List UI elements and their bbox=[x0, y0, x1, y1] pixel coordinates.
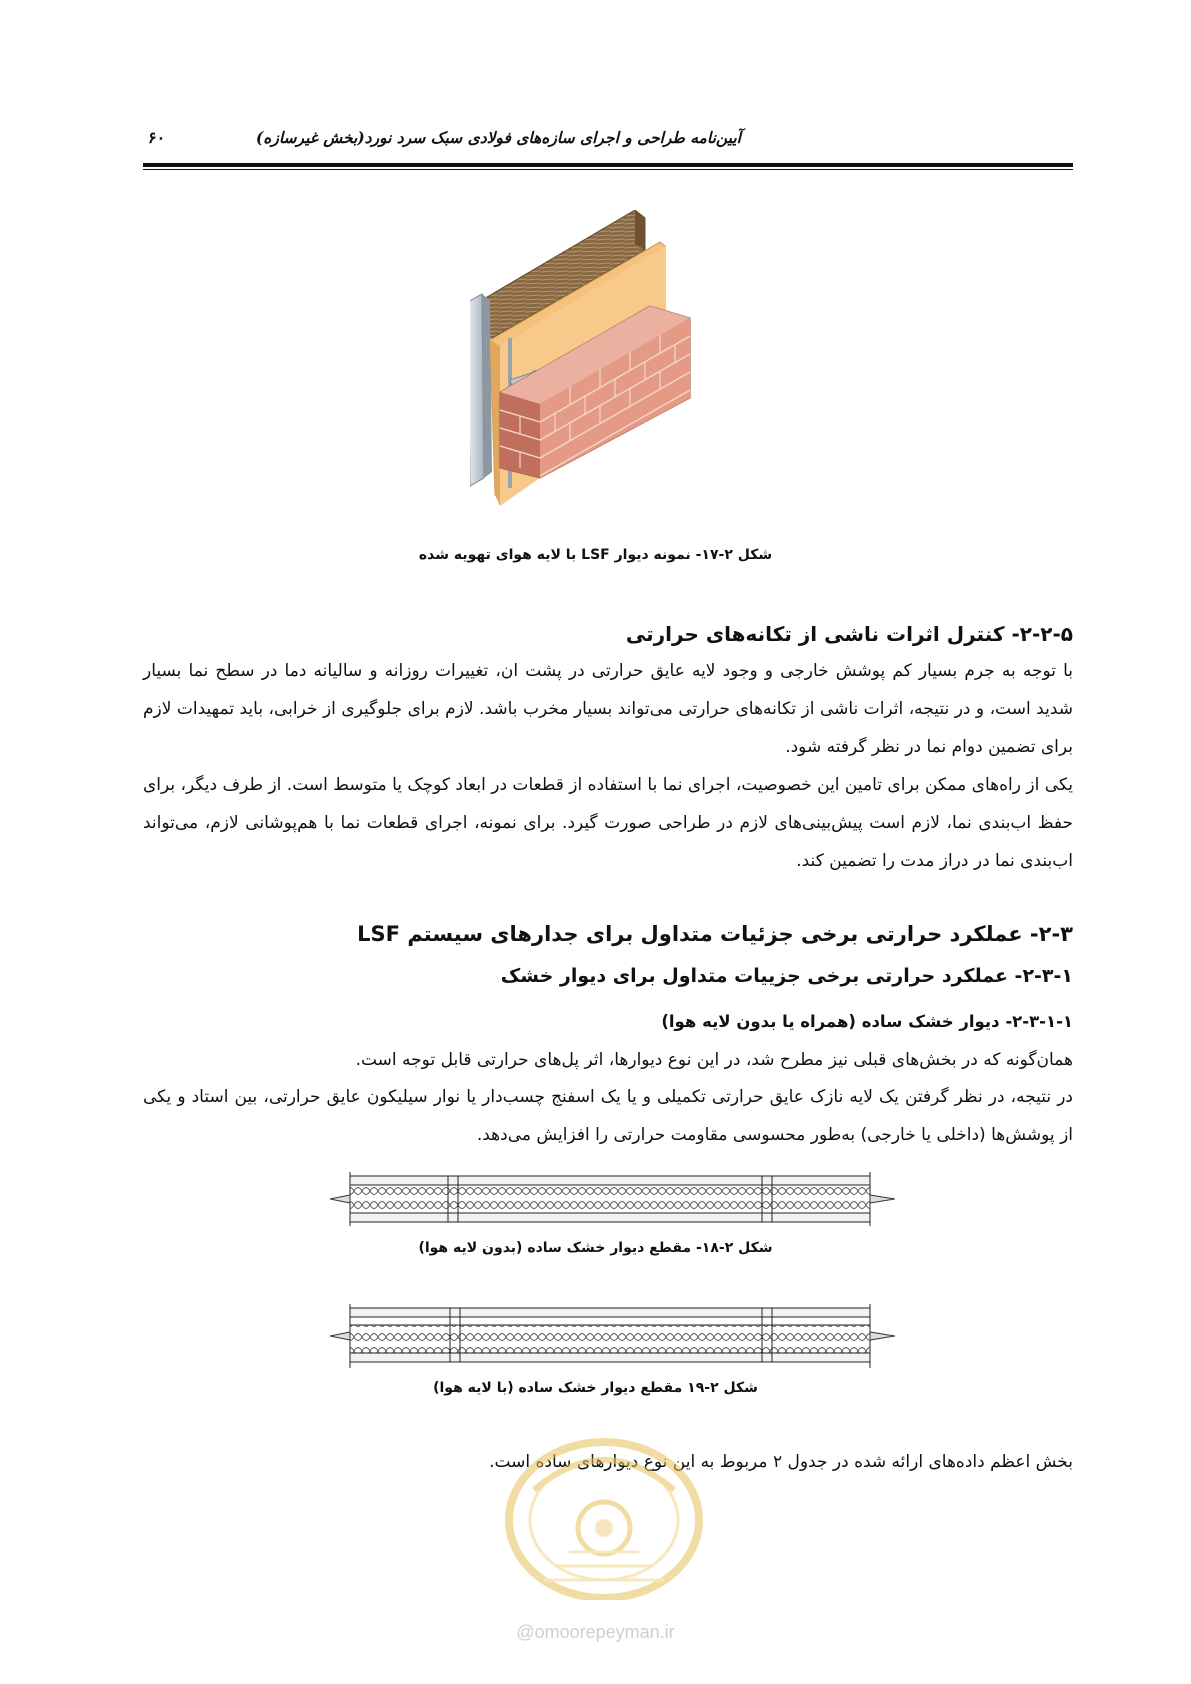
paragraph-thermal-shock-2: یکی از راه‌های ممکن برای تامین این خصوصیت، اجرای نما با استفاده از قطعات در ابعاد کوچک یا متوسط است. از طرف دیگر، برای حفظ اب‌بندی نما، لازم است پیش‌بینی‌های لازم در طراحی صورت گیرد. برای نمونه، اجرای قطعات نما با هم‌پوشانی لازم، می‌تواند اب‌بندی نما در دراز مدت را تضمین کند. bbox=[143, 775, 1073, 871]
sentence-thermal-bridges: همان‌گونه که در بخش‌های قبلی نیز مطرح شد، در این نوع دیوارها، اثر پل‌های حرارتی قابل توجه است. bbox=[355, 1050, 1073, 1070]
figure-19-caption: شکل ۲-۱۹ مقطع دیوار خشک ساده (با لایه هوا) bbox=[433, 1380, 758, 1396]
figure-17-caption: شکل ۲-۱۷- نمونه دیوار LSF با لایه هوای تهویه شده bbox=[418, 547, 773, 563]
paragraph-thermal-shock-1: با توجه به جرم بسیار کم پوشش خارجی و وجود لایه عایق حرارتی در پشت ان، تغییرات روزانه و سالیانه دما در سطح نما بسیار شدید است، و در نتیجه، اثرات ناشی از تکانه‌های حرارتی می‌تواند بسیار مخرب باشد. لازم برای جلوگیری از خرابی، باید تمهیدات لازم برای تضمین دوام نما در نظر گرفته شود. bbox=[143, 661, 1073, 757]
running-header-title: آیین‌نامه طراحی و اجرای سازه‌های فولادی سبک سرد نورد(بخش غیرسازه) bbox=[255, 128, 741, 147]
closing-sentence: بخش اعظم داده‌های ارائه شده در جدول ۲ مربوط به این نوع دیوارهای ساده است. bbox=[489, 1452, 1073, 1472]
heading-2-2-5: ۲-۲-۵- کنترل اثرات ناشی از تکانه‌های حرارتی bbox=[625, 622, 1073, 646]
page-number: ۶۰ bbox=[148, 128, 166, 147]
header-rule-thin bbox=[143, 169, 1073, 170]
figure-wall-section-no-air bbox=[330, 1170, 895, 1228]
figure-18-caption: شکل ۲-۱۸- مقطع دیوار خشک ساده (بدون لایه هوا) bbox=[418, 1240, 773, 1256]
figure-lsf-wall-illustration bbox=[470, 210, 740, 540]
heading-2-3-1: ۲-۳-۱- عملکرد حرارتی برخی جزییات متداول برای دیوار خشک bbox=[500, 965, 1073, 987]
watermark-site: @omoorepeyman.ir bbox=[516, 1622, 675, 1642]
heading-2-3-1-1: ۲-۳-۱-۱- دیوار خشک ساده (همراه یا بدون لایه هوا) bbox=[661, 1012, 1073, 1031]
figure-wall-section-with-air bbox=[330, 1302, 895, 1370]
heading-2-3: ۲-۳- عملکرد حرارتی برخی جزئیات متداول برای جدارهای سیستم LSF bbox=[357, 922, 1073, 946]
watermark-logo bbox=[474, 1430, 734, 1600]
paragraph-insulation-strip: در نتیجه، در نظر گرفتن یک لایه نازک عایق حرارتی تکمیلی و یا یک اسفنج چسب‌دار یا نوار سیلیکون عایق حرارتی، بین استاد و یکی از پوشش‌ها (داخلی یا خارجی) به‌طور محسوسی مقاومت حرارتی را افزایش می‌دهد. bbox=[143, 1087, 1073, 1145]
header-rule-thick bbox=[143, 163, 1073, 167]
